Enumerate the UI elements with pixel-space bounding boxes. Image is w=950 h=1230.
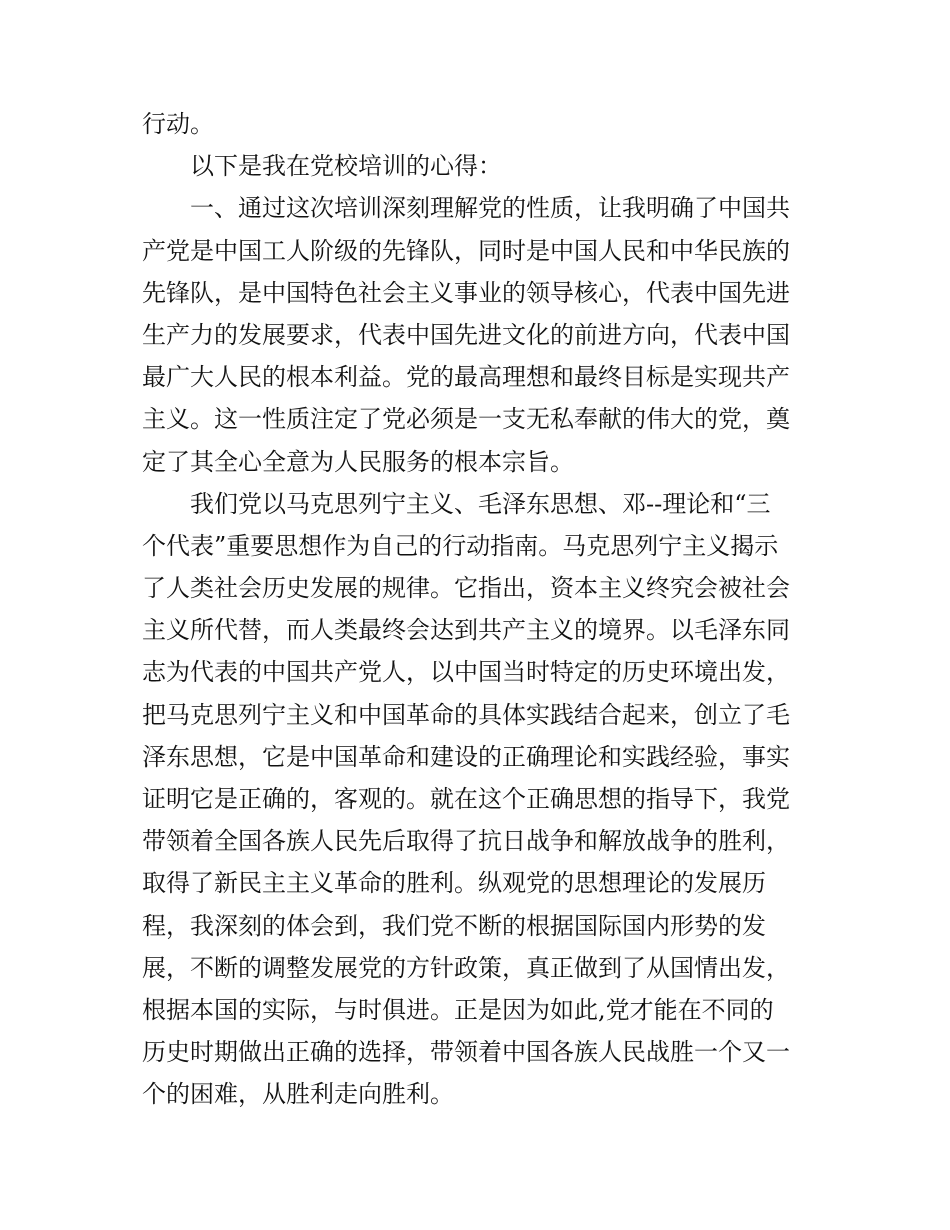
text-line: 主义所代替，而人类最终会达到共产主义的境界。以毛泽东同: [142, 616, 790, 645]
text-line: 了人类社会历史发展的规律。它指出，资本主义终究会被社会: [142, 574, 790, 603]
text-line: 行动。: [142, 110, 214, 138]
text-line: 一、通过这次培训深刻理解党的性质，让我明确了中国共: [190, 194, 790, 223]
text-line: 志为代表的中国共产党人，以中国当时特定的历史环境出发，: [142, 658, 790, 687]
text-line: 产党是中国工人阶级的先锋队，同时是中国人民和中华民族的: [142, 236, 790, 265]
text-line: 展，不断的调整发展党的方针政策，真正做到了从国情出发，: [142, 953, 790, 982]
text-line: 个的困难，从胜利走向胜利。: [142, 1080, 454, 1109]
text-line: 根据本国的实际，与时俱进。正是因为如此,党才能在不同的: [142, 995, 774, 1024]
text-line: 程，我深刻的体会到，我们党不断的根据国际国内形势的发: [142, 911, 766, 940]
text-line: 取得了新民主主义革命的胜利。纵观党的思想理论的发展历: [142, 869, 766, 898]
text-line: 证明它是正确的，客观的。就在这个正确思想的指导下，我党: [142, 785, 790, 813]
text-line: 泽东思想，它是中国革命和建设的正确理论和实践经验，事实: [142, 742, 790, 771]
text-line: 我们党以马克思列宁主义、毛泽东思想、邓--理论和“三: [190, 489, 771, 518]
text-line: 生产力的发展要求，代表中国先进文化的前进方向，代表中国: [142, 320, 790, 349]
text-line: 最广大人民的根本利益。党的最高理想和最终目标是实现共产: [142, 363, 790, 392]
text-line: 带领着全国各族人民先后取得了抗日战争和解放战争的胜利，: [142, 827, 790, 856]
text-line: 以下是我在党校培训的心得：: [190, 152, 502, 181]
text-line: 主义。这一性质注定了党必须是一支无私奉献的伟大的党，奠: [142, 405, 790, 434]
text-line: 历史时期做出正确的选择，带领着中国各族人民战胜一个又一: [142, 1038, 790, 1067]
text-line: 把马克思列宁主义和中国革命的具体实践结合起来，创立了毛: [142, 700, 790, 729]
body-text: [142, 103, 822, 1116]
text-line: 定了其全心全意为人民服务的根本宗旨。: [142, 447, 574, 476]
text-line: 先锋队，是中国特色社会主义事业的领导核心，代表中国先进: [142, 278, 790, 307]
text-line: 个代表”重要思想作为自己的行动指南。马克思列宁主义揭示: [142, 531, 779, 560]
